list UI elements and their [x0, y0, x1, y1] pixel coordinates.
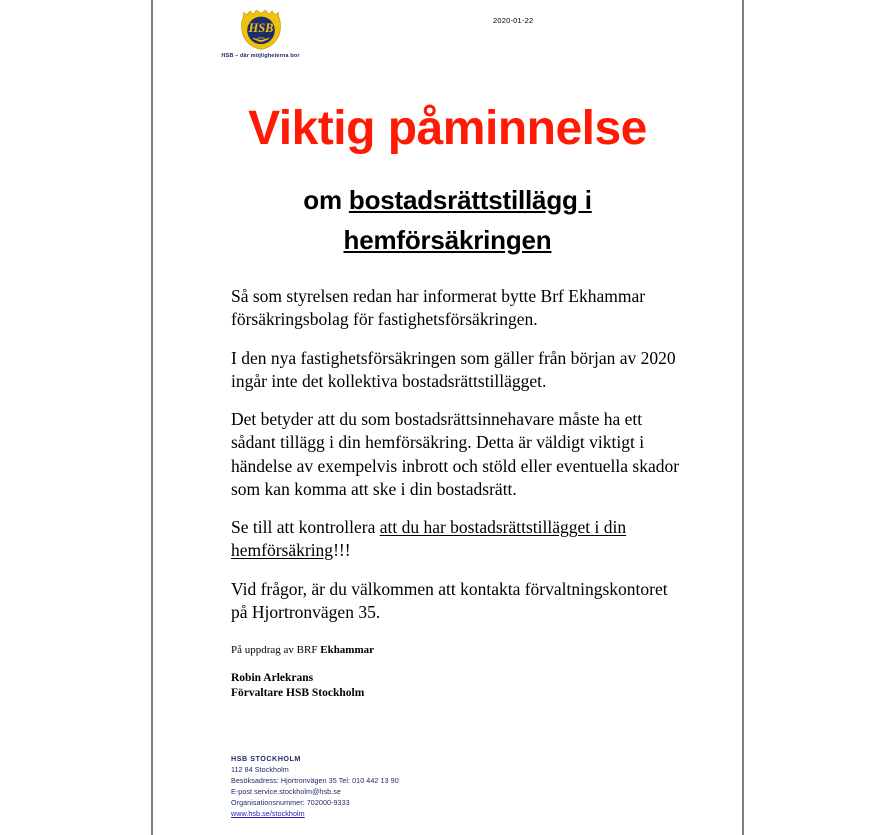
footer-email: E-post service.stockholm@hsb.se	[231, 786, 341, 796]
call-to-action-exclamation: !!!	[333, 540, 351, 561]
page-sheet	[151, 0, 744, 835]
logo-tagline: HSB – där möjligheterna bor	[221, 53, 300, 59]
page-subtitle	[153, 180, 742, 261]
document-footer	[231, 754, 399, 820]
footer-website-link[interactable]: www.hsb.se/stockholm	[231, 808, 305, 818]
document-body	[231, 285, 681, 624]
hsb-shield-logo-icon	[238, 6, 284, 52]
footer-postal-address: 112 84 Stockholm	[231, 764, 289, 774]
page-subtitle-line-2	[153, 220, 742, 260]
signature-intro-prefix: På uppdrag av BRF	[231, 644, 321, 656]
signature-intro	[231, 643, 374, 657]
document-date: 2020-01-22	[493, 16, 534, 25]
footer-visiting-address: Besöksadress: Hjortronvägen 35 Tel: 010 442 13 90	[231, 775, 399, 785]
body-paragraph-5: Vid frågor, är du välkommen att kontakta förvaltningskontoret på Hjortronvägen 35.	[231, 578, 668, 622]
subtitle-prefix: om	[303, 185, 349, 215]
signature-block	[231, 643, 374, 701]
signature-person-role: Förvaltare HSB Stockholm	[231, 686, 365, 699]
subtitle-underlined-1: bostadsrättstillägg i	[348, 185, 592, 215]
body-paragraph-2: I den nya fastighetsförsäkringen som gäller från början av 2020 ingår inte det kollektiva bostadsrättstillägget.	[231, 347, 676, 391]
call-to-action-prefix: Se till att kontrollera	[231, 517, 380, 538]
footer-company-name: HSB STOCKHOLM	[231, 754, 301, 763]
signature-person-name: Robin Arlekrans	[231, 672, 314, 685]
footer-org-number: Organisationsnummer: 702000-9333	[231, 797, 350, 807]
body-paragraph-3: Det betyder att du som bostadsrättsinnehavare måste ha ett sådant tillägg i din hemförsäkring. Detta är väldigt viktigt i händelse av exempelvis inbrott och stöld eller eventuella skador som kan komma att ske i din bostadsrätt.	[231, 409, 680, 499]
signature-association-name: Ekhammar	[320, 644, 375, 656]
page-subtitle-line-1	[153, 180, 742, 220]
hsb-logo-block	[198, 6, 323, 59]
body-paragraph-1: Så som styrelsen redan har informerat bytte Brf Ekhammar försäkringsbolag för fastighetsförsäkringen.	[231, 286, 646, 330]
call-to-action-underlined: att du har bostadsrättstillägget i din hemförsäkring	[231, 517, 627, 561]
subtitle-underlined-2: hemförsäkringen	[343, 225, 552, 256]
page-title: Viktig påminnelse	[248, 102, 647, 155]
svg-text:HSB: HSB	[248, 20, 273, 35]
body-paragraph-4	[231, 516, 681, 563]
document-header	[153, 0, 742, 80]
